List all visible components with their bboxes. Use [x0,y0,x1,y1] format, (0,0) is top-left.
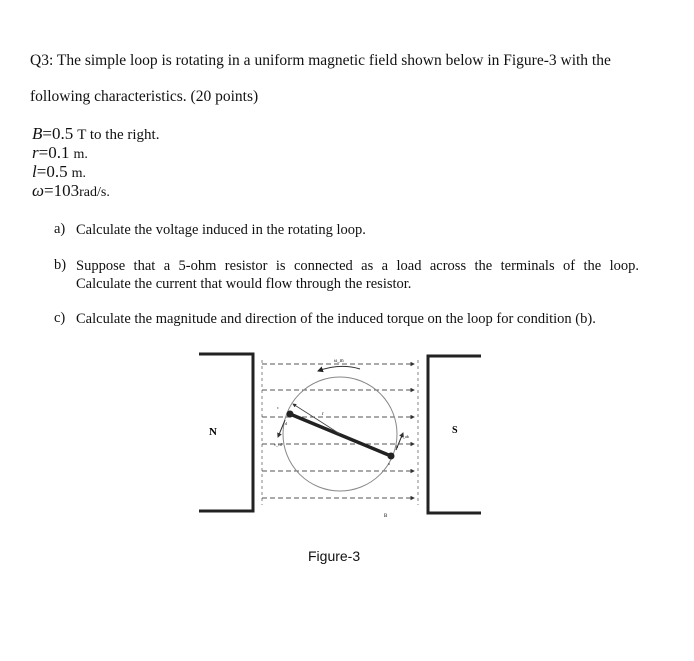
conductor-end-d [287,411,294,418]
part-b-text-2: Calculate the current that would flow through the resistor. [76,276,412,292]
part-c-label: c) [54,310,66,326]
given-r-symbol: r [32,143,39,162]
given-b-value: =0.5 [42,124,74,143]
part-b-label: b) [54,257,67,273]
question-line-1: Q3: The simple loop is rotating in a uniform magnetic field shown below in Figure-3 with the [30,52,611,69]
given-r-value: =0.1 [38,143,70,162]
conductor-end-a [388,453,395,460]
part-a-label: a) [54,221,66,237]
given-omega-value: =103 [44,181,80,200]
velocity-arrow-left-icon [278,420,285,437]
south-label: S [452,425,458,436]
figure-caption: Figure-3 [308,548,361,564]
question-line-2: following characteristics. (20 points) [30,88,259,105]
given-r-unit: m. [73,147,88,162]
given-l-unit: m. [71,166,86,181]
given-l-symbol: l [32,162,37,181]
part-c-text: Calculate the magnitude and direction of the induced torque on the loop for condition (b). [76,311,596,327]
rotation-arrow-icon [318,366,360,371]
given-omega-symbol: ω [32,181,45,200]
given-omega-unit: rad/s. [79,185,110,200]
part-a-text: Calculate the voltage induced in the rotating loop. [76,222,366,238]
given-b-unit: T to the right. [77,127,160,143]
north-label: N [209,426,217,438]
point-a-label: a [388,461,390,466]
point-b-label: b [396,444,398,449]
given-b-symbol: B [32,124,43,143]
point-d-label: d [285,421,287,426]
velocity-label-right: v_ab [401,434,409,439]
omega-label: ω_m [334,359,344,364]
given-l-value: =0.5 [36,162,68,181]
north-pole [199,354,253,511]
field-label: B [384,514,388,519]
part-b-text-1: Suppose that a 5-ohm resistor is connected as a load across the terminals of the loop. [76,258,639,274]
point-c-label: c [277,405,279,410]
velocity-label-left: v_cd [274,442,282,447]
loop-conductor [290,414,391,456]
radius-label: r [322,412,324,417]
magnetic-field-lines [262,364,414,498]
